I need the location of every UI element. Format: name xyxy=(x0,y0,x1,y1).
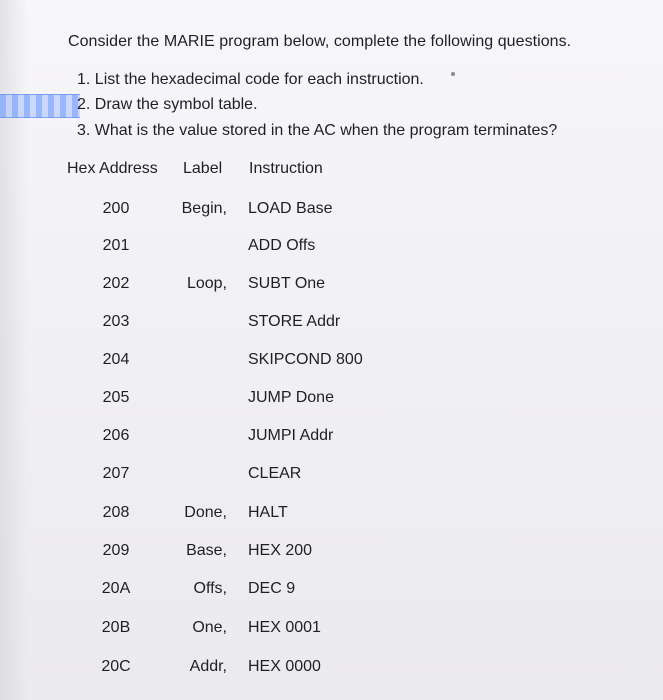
instruction-cell: LOAD Base xyxy=(248,200,333,217)
hex-address-cell: 206 xyxy=(102,427,130,444)
table-row xyxy=(0,200,663,238)
table-row xyxy=(0,619,663,657)
instruction-cell: ADD Offs xyxy=(248,237,316,254)
hex-address-cell: 207 xyxy=(102,465,130,482)
hex-address-cell: 209 xyxy=(102,542,130,559)
instruction-cell: HEX 200 xyxy=(248,542,313,559)
instruction-cell: SKIPCOND 800 xyxy=(248,351,363,368)
instruction-cell: STORE Addr xyxy=(248,313,341,330)
table-row xyxy=(0,465,663,503)
hex-address-cell: 20A xyxy=(101,580,131,597)
label-cell: Begin, xyxy=(181,200,227,217)
label-column-header: Label xyxy=(183,160,223,177)
hex-address-column-header: Hex Address xyxy=(67,160,158,177)
table-row xyxy=(0,427,663,465)
instruction-cell: JUMPI Addr xyxy=(248,427,334,444)
table-row xyxy=(0,313,663,351)
label-cell: Offs, xyxy=(193,580,227,597)
hex-address-cell: 202 xyxy=(102,275,130,292)
table-row xyxy=(0,504,663,542)
table-row xyxy=(0,658,663,696)
label-cell: Base, xyxy=(186,542,227,559)
table-row xyxy=(0,237,663,275)
label-cell: Addr, xyxy=(189,658,227,675)
table-row xyxy=(0,351,663,389)
instruction-cell: SUBT One xyxy=(248,275,326,292)
label-cell: Done, xyxy=(184,504,227,521)
selection-highlight xyxy=(0,94,80,118)
hex-address-cell: 205 xyxy=(102,389,130,406)
hex-address-cell: 20B xyxy=(101,619,131,636)
instruction-cell: DEC 9 xyxy=(248,580,296,597)
table-row xyxy=(0,275,663,313)
hex-address-cell: 200 xyxy=(102,200,130,217)
label-cell: One, xyxy=(192,619,227,636)
hex-address-cell: 20C xyxy=(101,658,131,675)
hex-address-cell: 203 xyxy=(102,313,130,330)
table-row xyxy=(0,389,663,427)
question-3: 3. What is the value stored in the AC when the program terminates? xyxy=(77,122,558,139)
hex-address-cell: 201 xyxy=(102,237,130,254)
table-row xyxy=(0,580,663,618)
instruction-column-header: Instruction xyxy=(249,160,323,177)
instruction-cell: HALT xyxy=(248,504,288,521)
label-cell: Loop, xyxy=(186,275,227,292)
hex-address-cell: 204 xyxy=(102,351,130,368)
table-row xyxy=(0,542,663,580)
instruction-cell: HEX 0000 xyxy=(248,658,321,675)
decorative-dot xyxy=(451,72,455,76)
question-heading: Consider the MARIE program below, complete the following questions. xyxy=(68,33,572,50)
hex-address-cell: 208 xyxy=(102,504,130,521)
instruction-cell: HEX 0001 xyxy=(248,619,321,636)
question-1: 1. List the hexadecimal code for each instruction. xyxy=(77,71,424,88)
instruction-cell: JUMP Done xyxy=(248,389,334,406)
question-2: 2. Draw the symbol table. xyxy=(77,96,258,113)
instruction-cell: CLEAR xyxy=(248,465,302,482)
